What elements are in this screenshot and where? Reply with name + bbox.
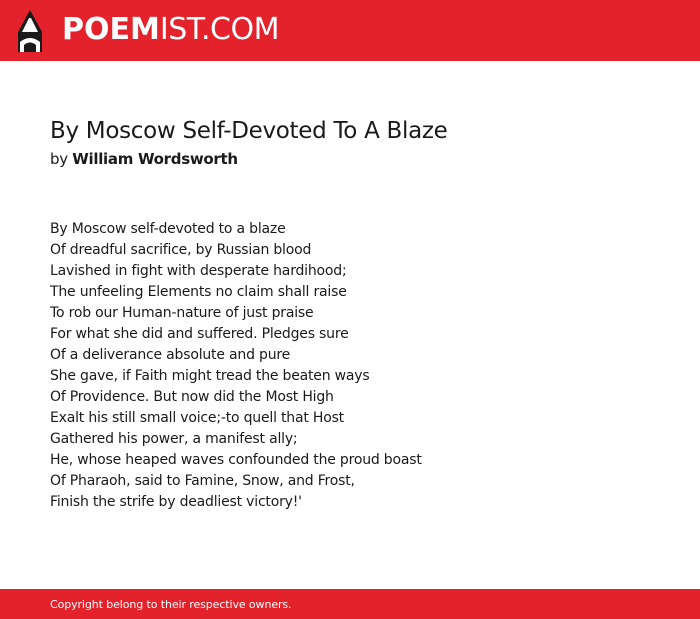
poem-line: Finish the strife by deadliest victory!' [50,494,302,510]
poem-line: By Moscow self-devoted to a blaze [50,221,286,237]
logo-bold-text: POEM [62,12,160,47]
logo-light-text: IST.COM [159,12,279,47]
poem-line: Of Providence. But now did the Most High [50,389,334,405]
pencil-icon[interactable] [18,10,42,52]
poem-line: He, whose heaped waves confounded the proud boast [50,452,422,468]
poem-line: Gathered his power, a manifest ally; [50,431,298,447]
poem-line: To rob our Human-nature of just praise [50,305,314,321]
poem-line: The unfeeling Elements no claim shall raise [50,284,347,300]
copyright-text: Copyright belong to their respective owners. [50,598,292,611]
poem-line: Of dreadful sacrifice, by Russian blood [50,242,312,258]
site-header [0,0,700,61]
poem-line: Of Pharaoh, said to Famine, Snow, and Frost, [50,473,355,489]
by-label: by [50,150,68,168]
poem-line: Exalt his still small voice;-to quell that Host [50,410,344,426]
poem-body [50,219,422,513]
poem-line: She gave, if Faith might tread the beaten ways [50,368,370,384]
site-logo-link[interactable] [62,12,279,48]
poem-line: For what she did and suffered. Pledges sure [50,326,349,342]
poem-line: Lavished in fight with desperate hardihood; [50,263,347,279]
author-name: William Wordsworth [72,150,238,168]
site-footer [0,589,700,619]
poem-title: By Moscow Self-Devoted To A Blaze [50,118,448,144]
poem-line: Of a deliverance absolute and pure [50,347,291,363]
byline [50,149,238,169]
